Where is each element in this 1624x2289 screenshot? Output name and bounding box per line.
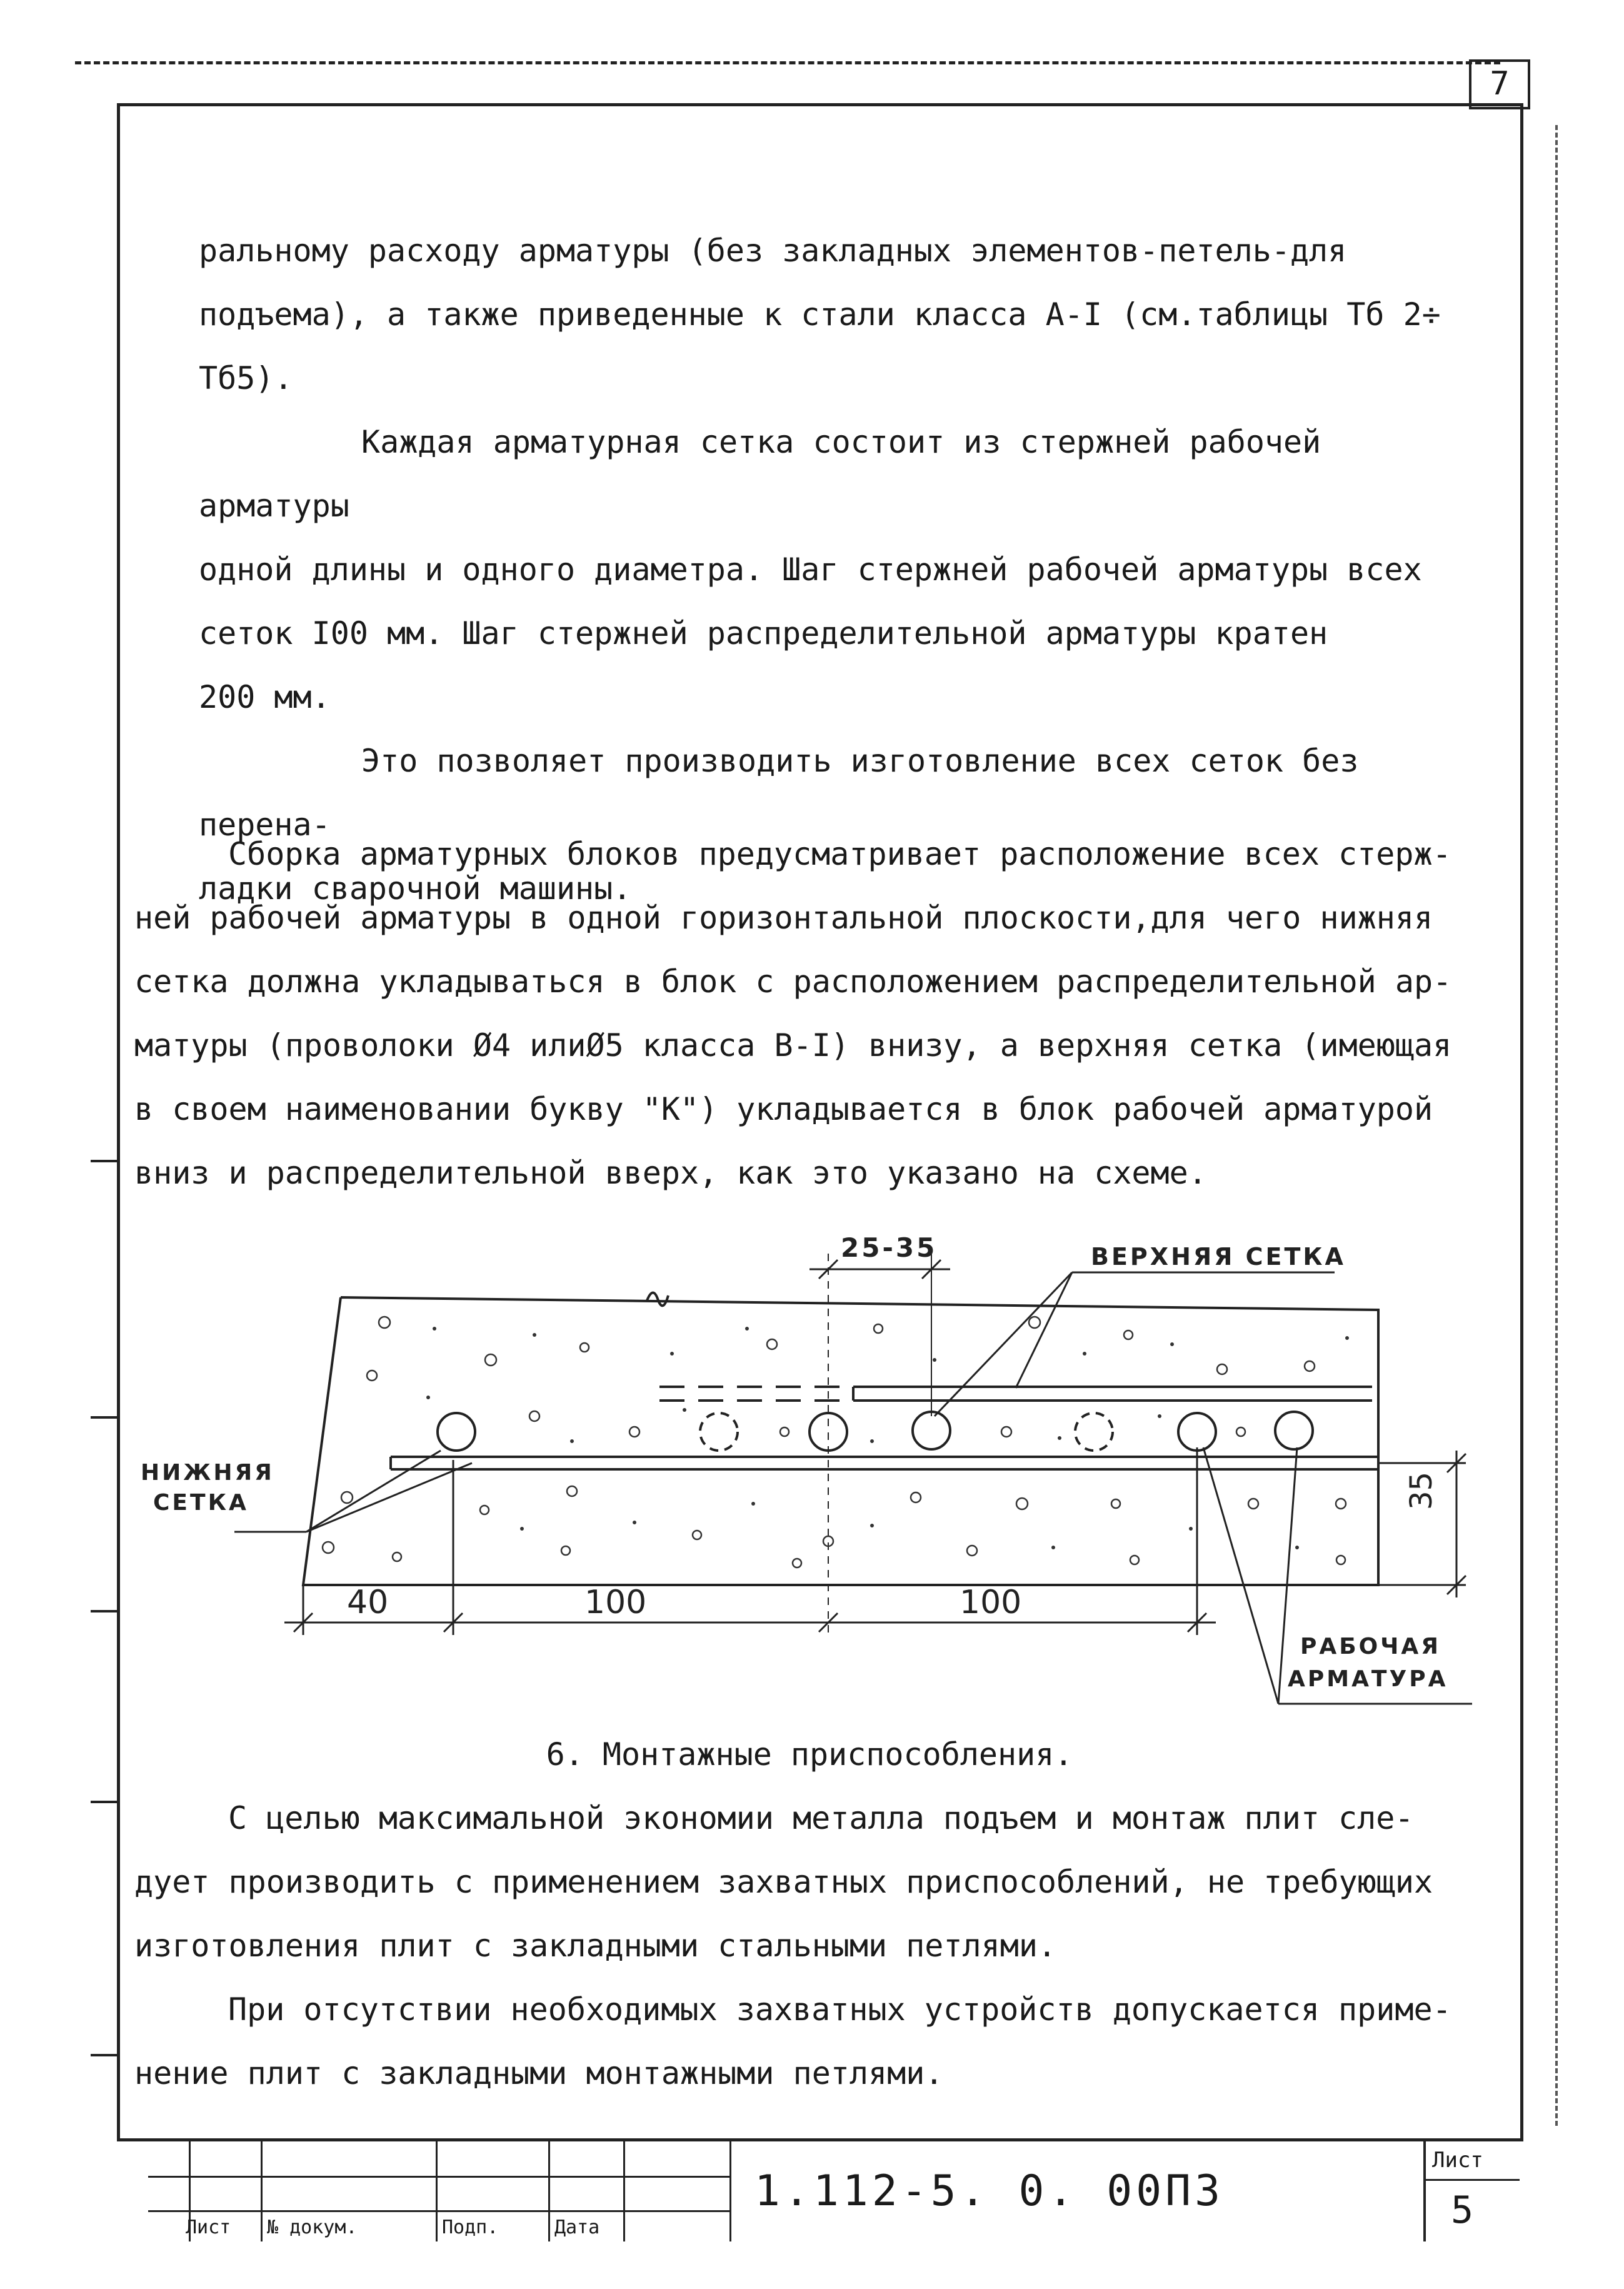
break-mark [647, 1293, 668, 1306]
stamp-col-date: Дата [554, 2216, 600, 2238]
working-bar [1075, 1413, 1113, 1451]
sheet-box [1423, 2141, 1520, 2241]
section-paragraph-2: При отсутствии необходимых захватных устройств допускается приме- нение плит с закладными монтажными петлями. [134, 1991, 1451, 2091]
upper-mesh-label: ВЕРХНЯЯ СЕТКА [1091, 1243, 1346, 1270]
slab-outline [303, 1297, 1378, 1585]
upper-text [199, 219, 1486, 920]
sheet-label: Лист [1432, 2148, 1483, 2173]
dim-top-label: 25-35 [841, 1232, 938, 1263]
sheet-number: 5 [1451, 2188, 1474, 2232]
reinforcement-scheme [134, 1210, 1472, 1723]
lower-mesh-label-1: НИЖНЯЯ [141, 1460, 274, 1486]
working-bar [700, 1413, 738, 1451]
dim-100-left: 100 [584, 1584, 647, 1621]
working-bar [1178, 1413, 1216, 1451]
section-6 [134, 1723, 1485, 2105]
stamp-col-doc: № докум. [267, 2216, 358, 2238]
dim-100-right: 100 [960, 1584, 1022, 1621]
paragraph-mesh-composition: Каждая арматурная сетка состоит из стержней рабочей арматуры одной длины и одного диаметра. Шаг стержней рабочей арматуры всех сеток I00 мм. Шаг стержней распределительной арматуры кратен 200 мм. [199, 424, 1422, 715]
working-bar [438, 1413, 475, 1451]
working-rebar-label-2: АРМАТУРА [1288, 1666, 1448, 1692]
paragraph-continuation: ральному расходу арматуры (без закладных элементов-петель-для подъема), а также приведенные к стали класса А-I (см.таблицы Тб 2÷ Тб5). [199, 233, 1441, 396]
assembly-text [134, 822, 1485, 1205]
paragraph-welding: Это позволяет производить изготовление всех сеток без перена- ладки сварочной машины. [199, 743, 1359, 907]
working-rebar-label-1: РАБОЧАЯ [1300, 1634, 1441, 1659]
dim-40: 40 [347, 1584, 389, 1621]
paragraph-assembly: Сборка арматурных блоков предусматривает расположение всех стерж- ней рабочей арматуры в одной горизонтальной плоскости,для чего нижняя сетка должна укладываться в блок с расположением распределительной ар- матуры (проволоки Ø4 илиØ5 класса В-I) внизу, а верхняя сетка (имеющая в своем наименовании букву "К") укладывается в блок рабочей арматурой вниз и распределительной вверх, как это указано на схеме. [134, 836, 1452, 1191]
margin-tick [91, 1416, 117, 1419]
title-block-grid [148, 2141, 729, 2241]
dim-35: 35 [1404, 1471, 1439, 1510]
document-code: 1.112-5. 0. 00П3 [754, 2166, 1225, 2216]
margin-tick [91, 1801, 117, 1803]
working-bar [913, 1412, 950, 1449]
margin-tick [91, 1160, 117, 1162]
title-block [117, 2138, 1520, 2251]
stamp-col-sheet: Лист [186, 2216, 231, 2238]
right-margin-marks [1555, 125, 1561, 2126]
margin-tick [91, 1610, 117, 1612]
working-bar [1275, 1412, 1313, 1449]
margin-tick [91, 2054, 117, 2056]
top-dashed-line [75, 61, 1500, 64]
page-number: 7 [1469, 59, 1530, 109]
section-title: 6. Монтажные приспособления. [546, 1736, 1073, 1773]
lower-mesh-label-2: СЕТКА [153, 1490, 249, 1516]
section-paragraph-1: С целью максимальной экономии металла подъем и монтаж плит сле- дует производить с применением захватных приспособлений, не требующих изготовления плит с закладными стальными петлями. [134, 1800, 1433, 1964]
stamp-col-sign: Подп. [442, 2216, 499, 2238]
